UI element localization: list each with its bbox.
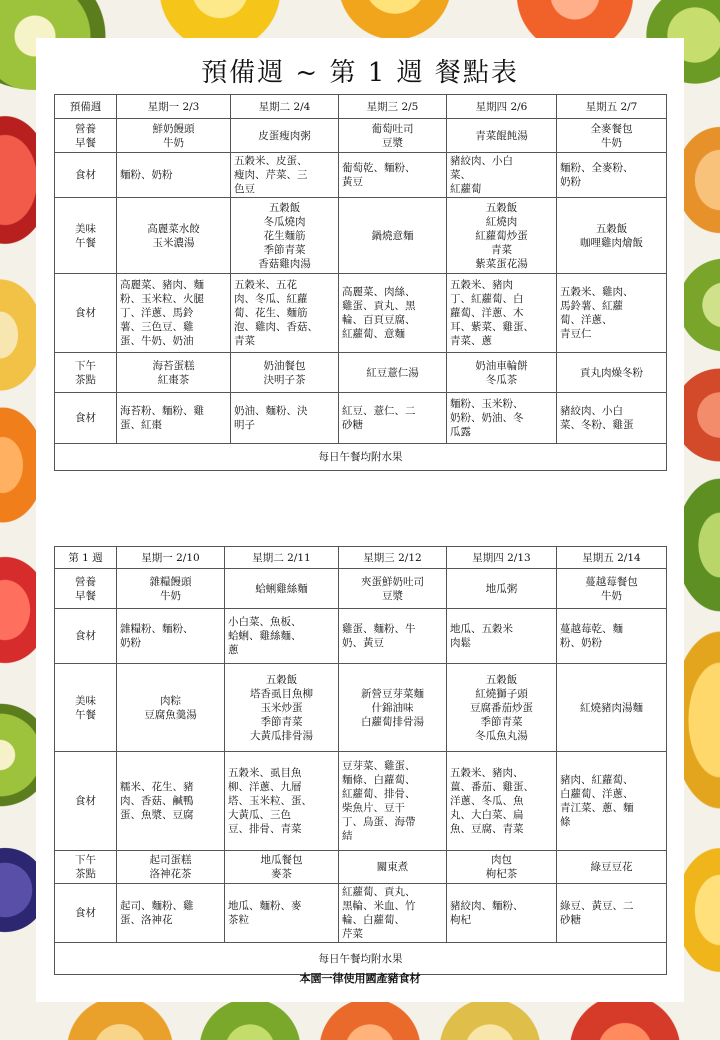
ingredients-cell: 豬絞肉、小白 菜、 紅蘿蔔: [447, 153, 557, 198]
meal-cell: 奶油餐包 決明子茶: [231, 353, 339, 393]
meal-cell: 關東煮: [339, 851, 447, 884]
meal-cell: 五穀飯 紅燒獅子頭 豆腐番茄炒蛋 季節青菜 冬瓜魚丸湯: [447, 664, 557, 752]
ingredients-cell: 麵粉、奶粉: [117, 153, 231, 198]
row-label: 美味 午餐: [55, 664, 117, 752]
meal-cell: 地瓜餐包 麥茶: [225, 851, 339, 884]
ingredients-cell: 蔓越莓乾、麵 粉、奶粉: [557, 609, 667, 664]
ingredients-cell: 麵粉、全麥粉、 奶粉: [557, 153, 667, 198]
day-header: 星期一 2/3: [117, 95, 231, 119]
row-label: 食材: [55, 393, 117, 444]
row-label: 食材: [55, 884, 117, 943]
row-label: 美味 午餐: [55, 198, 117, 274]
ingredients-cell: 豬絞肉、小白 菜、冬粉、雞蛋: [557, 393, 667, 444]
meal-cell: 高麗菜水餃 玉米濃湯: [117, 198, 231, 274]
menu-sheet: [36, 38, 684, 1002]
ingredients-cell: 五穀米、虱目魚 柳、洋蔥、九層 塔、玉米粒、蛋、 大黃瓜、三色 豆、排骨、青菜: [225, 752, 339, 851]
meal-cell: 雜糧饅頭 牛奶: [117, 569, 225, 609]
ingredients-cell: 高麗菜、肉絲、 雞蛋、貢丸、黑 輪、百頁豆腐、 紅蘿蔔、意麵: [339, 274, 447, 353]
day-header: 星期五 2/14: [557, 547, 667, 569]
day-header: 星期二 2/11: [225, 547, 339, 569]
ingredients-cell: 奶油、麵粉、決 明子: [231, 393, 339, 444]
ingredients-cell: 海苔粉、麵粉、雞 蛋、紅棗: [117, 393, 231, 444]
meal-cell: 五穀飯 咖哩雞肉燴飯: [557, 198, 667, 274]
table-row: [55, 119, 667, 153]
table-row: [55, 153, 667, 198]
ingredients-cell: 五穀米、皮蛋、 瘦肉、芹菜、三 色豆: [231, 153, 339, 198]
ingredients-cell: 麵粉、玉米粉、 奶粉、奶油、冬 瓜露: [447, 393, 557, 444]
row-label: 下午 茶點: [55, 851, 117, 884]
meal-cell: 肉粽 豆腐魚羹湯: [117, 664, 225, 752]
page-title: 預備週 ~ 第 1 週 餐點表: [201, 58, 519, 88]
meal-cell: 鮮奶饅頭 牛奶: [117, 119, 231, 153]
table-row: [55, 752, 667, 851]
meal-cell: 貢丸肉燥冬粉: [557, 353, 667, 393]
table-row: [55, 353, 667, 393]
ingredients-cell: 豆芽菜、雞蛋、 麵條、白蘿蔔、 紅蘿蔔、排骨、 柴魚片、豆干 丁、鳥蛋、海帶 結: [339, 752, 447, 851]
meal-cell: 地瓜粥: [447, 569, 557, 609]
ingredients-cell: 雞蛋、麵粉、牛 奶、黃豆: [339, 609, 447, 664]
meal-cell: 海苔蛋糕 紅棗茶: [117, 353, 231, 393]
ingredients-cell: 雜糧粉、麵粉、 奶粉: [117, 609, 225, 664]
table-row: [55, 884, 667, 943]
table-row: [55, 393, 667, 444]
ingredients-cell: 地瓜、五穀米 肉鬆: [447, 609, 557, 664]
ingredients-cell: 小白菜、魚板、 蛤蜊、雞絲麵、 蔥: [225, 609, 339, 664]
table-row: [55, 851, 667, 884]
row-label: 食材: [55, 609, 117, 664]
meal-cell: 肉包 枸杞茶: [447, 851, 557, 884]
table-row: [55, 609, 667, 664]
day-header: 星期三 2/12: [339, 547, 447, 569]
row-label: 食材: [55, 274, 117, 353]
meal-cell: 皮蛋瘦肉粥: [231, 119, 339, 153]
meal-cell: 新營豆芽菜麵 什錦油味 白蘿蔔排骨湯: [339, 664, 447, 752]
week-table: [54, 546, 667, 975]
meal-cell: 全麥餐包 牛奶: [557, 119, 667, 153]
week-label: 第 1 週: [55, 547, 117, 569]
day-header: 星期四 2/13: [447, 547, 557, 569]
day-header: 星期四 2/6: [447, 95, 557, 119]
ingredients-cell: 五穀米、豬肉 丁、紅蘿蔔、白 蘿蔔、洋蔥、木 耳、紫菜、雞蛋、 青菜、蔥: [447, 274, 557, 353]
day-header: 星期五 2/7: [557, 95, 667, 119]
day-header: 星期一 2/10: [117, 547, 225, 569]
row-label: 食材: [55, 752, 117, 851]
meal-cell: 紅燒豬肉湯麵: [557, 664, 667, 752]
meal-cell: 五穀飯 冬瓜燒肉 花生麵筋 季節青菜 香菇雞肉湯: [231, 198, 339, 274]
ingredients-cell: 豬絞肉、麵粉、 枸杞: [447, 884, 557, 943]
meal-cell: 綠豆豆花: [557, 851, 667, 884]
meal-cell: 葡萄吐司 豆漿: [339, 119, 447, 153]
meal-cell: 紅豆薏仁湯: [339, 353, 447, 393]
ingredients-cell: 高麗菜、豬肉、麵 粉、玉米粒、火腿 丁、洋蔥、馬鈴 薯、三色豆、雞 蛋、牛奶、奶油: [117, 274, 231, 353]
ingredients-cell: 五穀米、雞肉、 馬鈴薯、紅蘿 蔔、洋蔥、 青豆仁: [557, 274, 667, 353]
ingredients-cell: 葡萄乾、麵粉、 黃豆: [339, 153, 447, 198]
ingredients-cell: 地瓜、麵粉、麥 茶粒: [225, 884, 339, 943]
ingredients-cell: 糯米、花生、豬 肉、香菇、鹹鴨 蛋、魚漿、豆腐: [117, 752, 225, 851]
fruit-note: 每日午餐均附水果: [55, 444, 667, 471]
table-row: [55, 198, 667, 274]
meal-cell: 夾蛋鮮奶吐司 豆漿: [339, 569, 447, 609]
row-label: 下午 茶點: [55, 353, 117, 393]
ingredients-cell: 起司、麵粉、雞 蛋、洛神花: [117, 884, 225, 943]
row-label: 食材: [55, 153, 117, 198]
meal-cell: 五穀飯 塔香虱目魚柳 玉米炒蛋 季節青菜 大黃瓜排骨湯: [225, 664, 339, 752]
meal-cell: 鍋燒意麵: [339, 198, 447, 274]
ingredients-cell: 五穀米、豬肉、 薑、番茄、雞蛋、 洋蔥、冬瓜、魚 丸、大白菜、扁 魚、豆腐、青菜: [447, 752, 557, 851]
meal-cell: 奶油車輪餅 冬瓜茶: [447, 353, 557, 393]
day-header: 星期三 2/5: [339, 95, 447, 119]
row-label: 營養 早餐: [55, 119, 117, 153]
ingredients-cell: 綠豆、黃豆、二 砂糖: [557, 884, 667, 943]
table-row: [55, 664, 667, 752]
footer-note: 本園一律使用國產豬食材: [299, 972, 421, 985]
ingredients-cell: 五穀米、五花 肉、冬瓜、紅蘿 蔔、花生、麵筋 泡、雞肉、香菇、 青菜: [231, 274, 339, 353]
orange-decoration: [330, 0, 460, 40]
meal-cell: 蔓越莓餐包 牛奶: [557, 569, 667, 609]
ingredients-cell: 紅蘿蔔、貢丸、 黑輪、米血、竹 輪、白蘿蔔、 芹菜: [339, 884, 447, 943]
meal-cell: 蛤蜊雞絲麵: [225, 569, 339, 609]
meal-cell: 五穀飯 紅燒肉 紅蘿蔔炒蛋 青菜 紫菜蛋花湯: [447, 198, 557, 274]
meal-cell: 青菜餛飩湯: [447, 119, 557, 153]
week-label: 預備週: [55, 95, 117, 119]
day-header: 星期二 2/4: [231, 95, 339, 119]
table-row: [55, 274, 667, 353]
ingredients-cell: 豬肉、紅蘿蔔、 白蘿蔔、洋蔥、 青江菜、蔥、麵 條: [557, 752, 667, 851]
week-table: [54, 94, 667, 471]
ingredients-cell: 紅豆、薏仁、二 砂糖: [339, 393, 447, 444]
table-row: [55, 569, 667, 609]
row-label: 營養 早餐: [55, 569, 117, 609]
fruit-note: 每日午餐均附水果: [55, 943, 667, 975]
meal-cell: 起司蛋糕 洛神花茶: [117, 851, 225, 884]
